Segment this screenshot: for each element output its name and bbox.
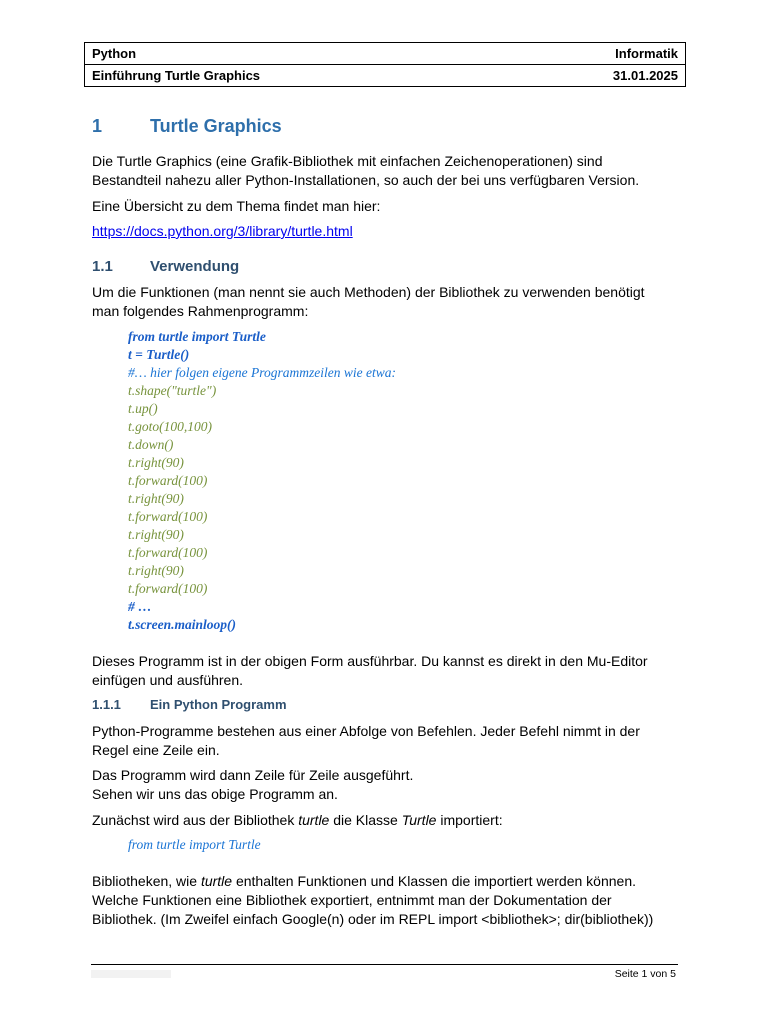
- code-line: t.forward(100): [128, 581, 208, 596]
- libraries-line-3: Bibliothek. (Im Zweifel einfach Google(n) oder im REPL import <bibliothek>; dir(bibliothek)): [92, 911, 654, 927]
- heading-3-title: Ein Python Programm: [150, 697, 287, 712]
- code-block: [128, 328, 396, 634]
- libraries-paragraph: [92, 872, 692, 929]
- heading-3-number: 1.1.1: [92, 697, 121, 712]
- page-number: Seite 1 von 5: [614, 968, 676, 980]
- code-line: t.forward(100): [128, 509, 208, 524]
- intro-line-1: Die Turtle Graphics (eine Grafik-Bibliothek mit einfachen Zeichenoperationen) sind: [92, 153, 603, 169]
- code-line: t.right(90): [128, 491, 184, 506]
- docs-link[interactable]: https://docs.python.org/3/library/turtle.html: [92, 223, 353, 239]
- header-date: 31.01.2025: [612, 68, 678, 83]
- code-line: from turtle import Turtle: [128, 837, 261, 852]
- code-line: t.forward(100): [128, 473, 208, 488]
- code-line: t.right(90): [128, 455, 184, 470]
- intro-line-2: Bestandteil nahezu aller Python-Installationen, so auch der bei uns verfügbaren Version.: [92, 172, 640, 188]
- import-paragraph: [92, 811, 692, 830]
- code-comment: #… hier folgen eigene Programmzeilen wie etwa:: [128, 365, 396, 380]
- header-row-1: [85, 43, 685, 64]
- usage-paragraph: [92, 283, 692, 321]
- usage-line-1: Um die Funktionen (man nennt sie auch Methoden) der Bibliothek zu verwenden benötigt: [92, 284, 645, 300]
- code-line: t.forward(100): [128, 545, 208, 560]
- execution-paragraph: [92, 766, 692, 804]
- libraries-line-1: [92, 872, 692, 891]
- program-line-2: Regel eine Zeile ein.: [92, 742, 220, 758]
- code-line: t.goto(100,100): [128, 419, 212, 434]
- code-line: t.down(): [128, 437, 174, 452]
- intro-paragraph: [92, 152, 692, 190]
- libraries-module-name: turtle: [200, 873, 233, 889]
- heading-1: [92, 116, 282, 137]
- program-line-1: Python-Programme bestehen aus einer Abfolge von Befehlen. Jeder Befehl nimmt in der: [92, 723, 640, 739]
- overview-text: Eine Übersicht zu dem Thema findet man hier:: [92, 198, 381, 214]
- docs-link-wrap: [92, 222, 692, 241]
- libraries-text: enthalten Funktionen und Klassen die importiert werden können.: [232, 873, 636, 889]
- code-line: from turtle import Turtle: [128, 329, 266, 344]
- runnable-line-1: Dieses Programm ist in der obigen Form ausführbar. Du kannst es direkt in den Mu-Editor: [92, 653, 648, 669]
- code-line: t.right(90): [128, 563, 184, 578]
- header-course: Informatik: [615, 46, 678, 61]
- heading-3: [92, 697, 287, 712]
- execution-line-1: Das Programm wird dann Zeile für Zeile ausgeführt.: [92, 767, 414, 783]
- import-code: [128, 836, 261, 854]
- header-topic: Einführung Turtle Graphics: [92, 68, 261, 83]
- code-line: t.right(90): [128, 527, 184, 542]
- footer-watermark: [91, 970, 171, 978]
- header-row-2: [85, 64, 685, 86]
- import-text: importiert:: [436, 812, 503, 828]
- libraries-line-2: Welche Funktionen eine Bibliothek exportiert, entnimmt man der Dokumentation der: [92, 892, 612, 908]
- header-subject: Python: [92, 46, 137, 61]
- import-text: die Klasse: [329, 812, 402, 828]
- usage-line-2: man folgendes Rahmenprogramm:: [92, 303, 309, 319]
- code-line: t.screen.mainloop(): [128, 617, 236, 632]
- program-paragraph: [92, 722, 692, 760]
- execution-line-2: Sehen wir uns das obige Programm an.: [92, 786, 338, 802]
- heading-1-number: 1: [92, 116, 103, 136]
- code-line: t.shape("turtle"): [128, 383, 217, 398]
- heading-2: [92, 258, 239, 275]
- footer-divider: [91, 964, 678, 965]
- import-class-name: Turtle: [401, 812, 437, 828]
- document-header: [84, 42, 686, 87]
- code-comment: # …: [128, 599, 152, 614]
- libraries-text: Bibliotheken, wie: [92, 873, 201, 889]
- import-module-name: turtle: [298, 812, 330, 828]
- runnable-paragraph: [92, 652, 692, 690]
- heading-2-title: Verwendung: [150, 258, 240, 275]
- import-text: Zunächst wird aus der Bibliothek: [92, 812, 299, 828]
- code-line: t = Turtle(): [128, 347, 190, 362]
- heading-2-number: 1.1: [92, 258, 113, 275]
- runnable-line-2: einfügen und ausführen.: [92, 672, 244, 688]
- code-line: t.up(): [128, 401, 158, 416]
- heading-1-title: Turtle Graphics: [150, 116, 282, 136]
